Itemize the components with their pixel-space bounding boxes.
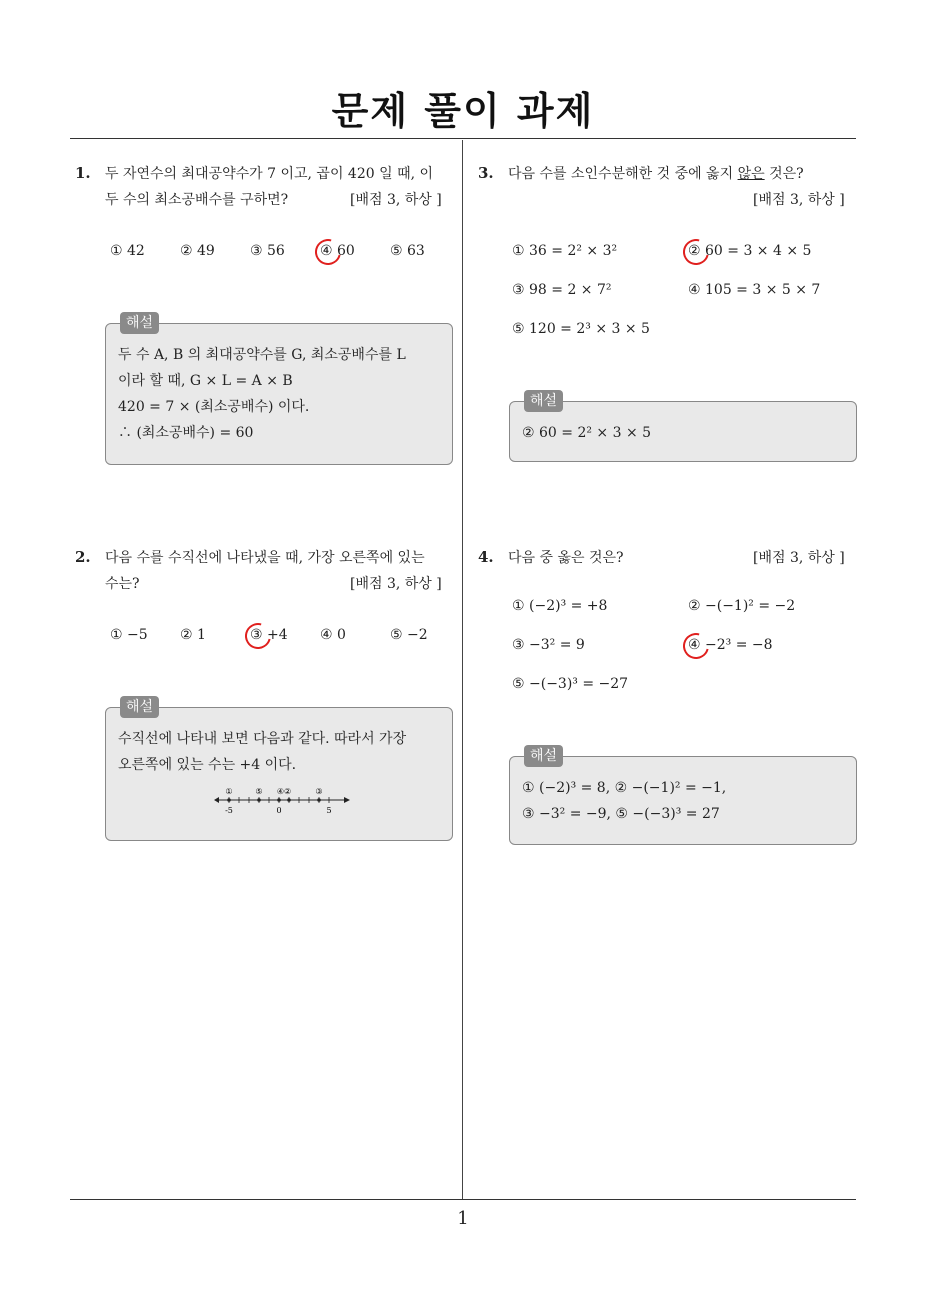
number-line-top-label: ①: [225, 787, 233, 796]
answer-mark-circle: [678, 628, 714, 664]
solution-tag: 해설: [120, 696, 159, 718]
top-divider: [70, 138, 856, 139]
number-line-figure: [214, 786, 354, 816]
score-meta: [배점 3, 하상 ]: [753, 550, 845, 566]
choice-2[interactable]: ② 60 = 3 × 4 × 5: [688, 243, 812, 259]
choice-1[interactable]: ① (−2)³ = +8: [512, 598, 608, 614]
question-text-line: 다음 수를 소인수분해한 것 중에 옳지 않은 것은?: [508, 166, 804, 182]
solution-box: [509, 748, 857, 845]
solution-line: ∴ (최소공배수) = 60: [118, 425, 254, 441]
solution-line: 이라 할 때, G × L = A × B: [118, 373, 293, 389]
solution-box: [105, 315, 453, 465]
score-meta: [배점 3, 하상 ]: [350, 576, 442, 592]
choice-4[interactable]: ④ 0: [320, 627, 346, 643]
question-number: 4.: [478, 548, 494, 566]
solution-line: 수직선에 나타내 보면 다음과 같다. 따라서 가장: [118, 731, 407, 747]
solution-box: [509, 393, 857, 462]
choice-3[interactable]: ③ −3² = 9: [512, 637, 585, 653]
arrow-left-icon: [214, 797, 219, 803]
question-text-line: 수는?: [105, 576, 140, 592]
choice-4[interactable]: ④ 60: [320, 243, 355, 259]
choice-5[interactable]: ⑤ −(−3)³ = −27: [512, 676, 629, 692]
question-number: 3.: [478, 164, 494, 182]
bottom-divider: [70, 1199, 856, 1200]
score-meta: [배점 3, 하상 ]: [753, 192, 845, 208]
page-title: 문제 풀이 과제: [331, 89, 595, 133]
solution-tag: 해설: [120, 312, 159, 334]
question-text-line: 두 자연수의 최대공약수가 7 이고, 곱이 420 일 때, 이: [105, 166, 434, 182]
choice-3[interactable]: ③ +4: [250, 627, 288, 643]
column-divider: [462, 140, 463, 1200]
arrow-right-icon: [344, 797, 350, 803]
number-line-top-label: ③: [315, 787, 323, 796]
score-meta: [배점 3, 하상 ]: [350, 192, 442, 208]
page-number: 1: [457, 1208, 469, 1229]
number-line-bottom-label: -5: [225, 806, 233, 815]
solution-box: [105, 699, 453, 841]
number-line-top-label: ④②: [276, 787, 292, 796]
answer-mark-circle: [310, 234, 346, 270]
choice-3[interactable]: ③ 56: [250, 243, 285, 259]
choice-2[interactable]: ② 1: [180, 627, 206, 643]
answer-mark-circle: [240, 618, 276, 654]
solution-line: ② 60 = 2² × 3 × 5: [522, 425, 652, 441]
choice-5[interactable]: ⑤ −2: [390, 627, 428, 643]
choice-4[interactable]: ④ 105 = 3 × 5 × 7: [688, 282, 821, 298]
number-line-top-label: ⑤: [255, 787, 263, 796]
solution-line: ① (−2)³ = 8, ② −(−1)² = −1,: [522, 780, 727, 796]
solution-line: ③ −3² = −9, ⑤ −(−3)³ = 27: [522, 806, 720, 822]
question-number: 2.: [75, 548, 91, 566]
question-text-line: 다음 수를 수직선에 나타냈을 때, 가장 오른쪽에 있는: [105, 550, 425, 566]
choice-4[interactable]: ④ −2³ = −8: [688, 637, 773, 653]
choice-5[interactable]: ⑤ 120 = 2³ × 3 × 5: [512, 321, 650, 337]
number-line-bottom-label: 5: [326, 806, 332, 815]
choice-5[interactable]: ⑤ 63: [390, 243, 425, 259]
solution-tag: 해설: [524, 390, 563, 412]
solution-tag: 해설: [524, 745, 563, 767]
solution-line: 오른쪽에 있는 수는 +4 이다.: [118, 757, 297, 773]
choice-1[interactable]: ① 36 = 2² × 3²: [512, 243, 618, 259]
underlined-word: 않은: [737, 166, 765, 182]
choice-1[interactable]: ① 42: [110, 243, 145, 259]
answer-mark-circle: [678, 234, 714, 270]
choice-2[interactable]: ② 49: [180, 243, 215, 259]
choice-1[interactable]: ① −5: [110, 627, 148, 643]
question-number: 1.: [75, 164, 91, 182]
choice-3[interactable]: ③ 98 = 2 × 7²: [512, 282, 612, 298]
choice-2[interactable]: ② −(−1)² = −2: [688, 598, 796, 614]
solution-line: 두 수 A, B 의 최대공약수를 G, 최소공배수를 L: [118, 347, 406, 363]
number-line-bottom-label: 0: [276, 806, 282, 815]
solution-line: 420 = 7 × (최소공배수) 이다.: [118, 399, 310, 415]
question-text-line: 다음 중 옳은 것은?: [508, 550, 624, 566]
question-text-line: 두 수의 최소공배수를 구하면?: [105, 192, 289, 208]
